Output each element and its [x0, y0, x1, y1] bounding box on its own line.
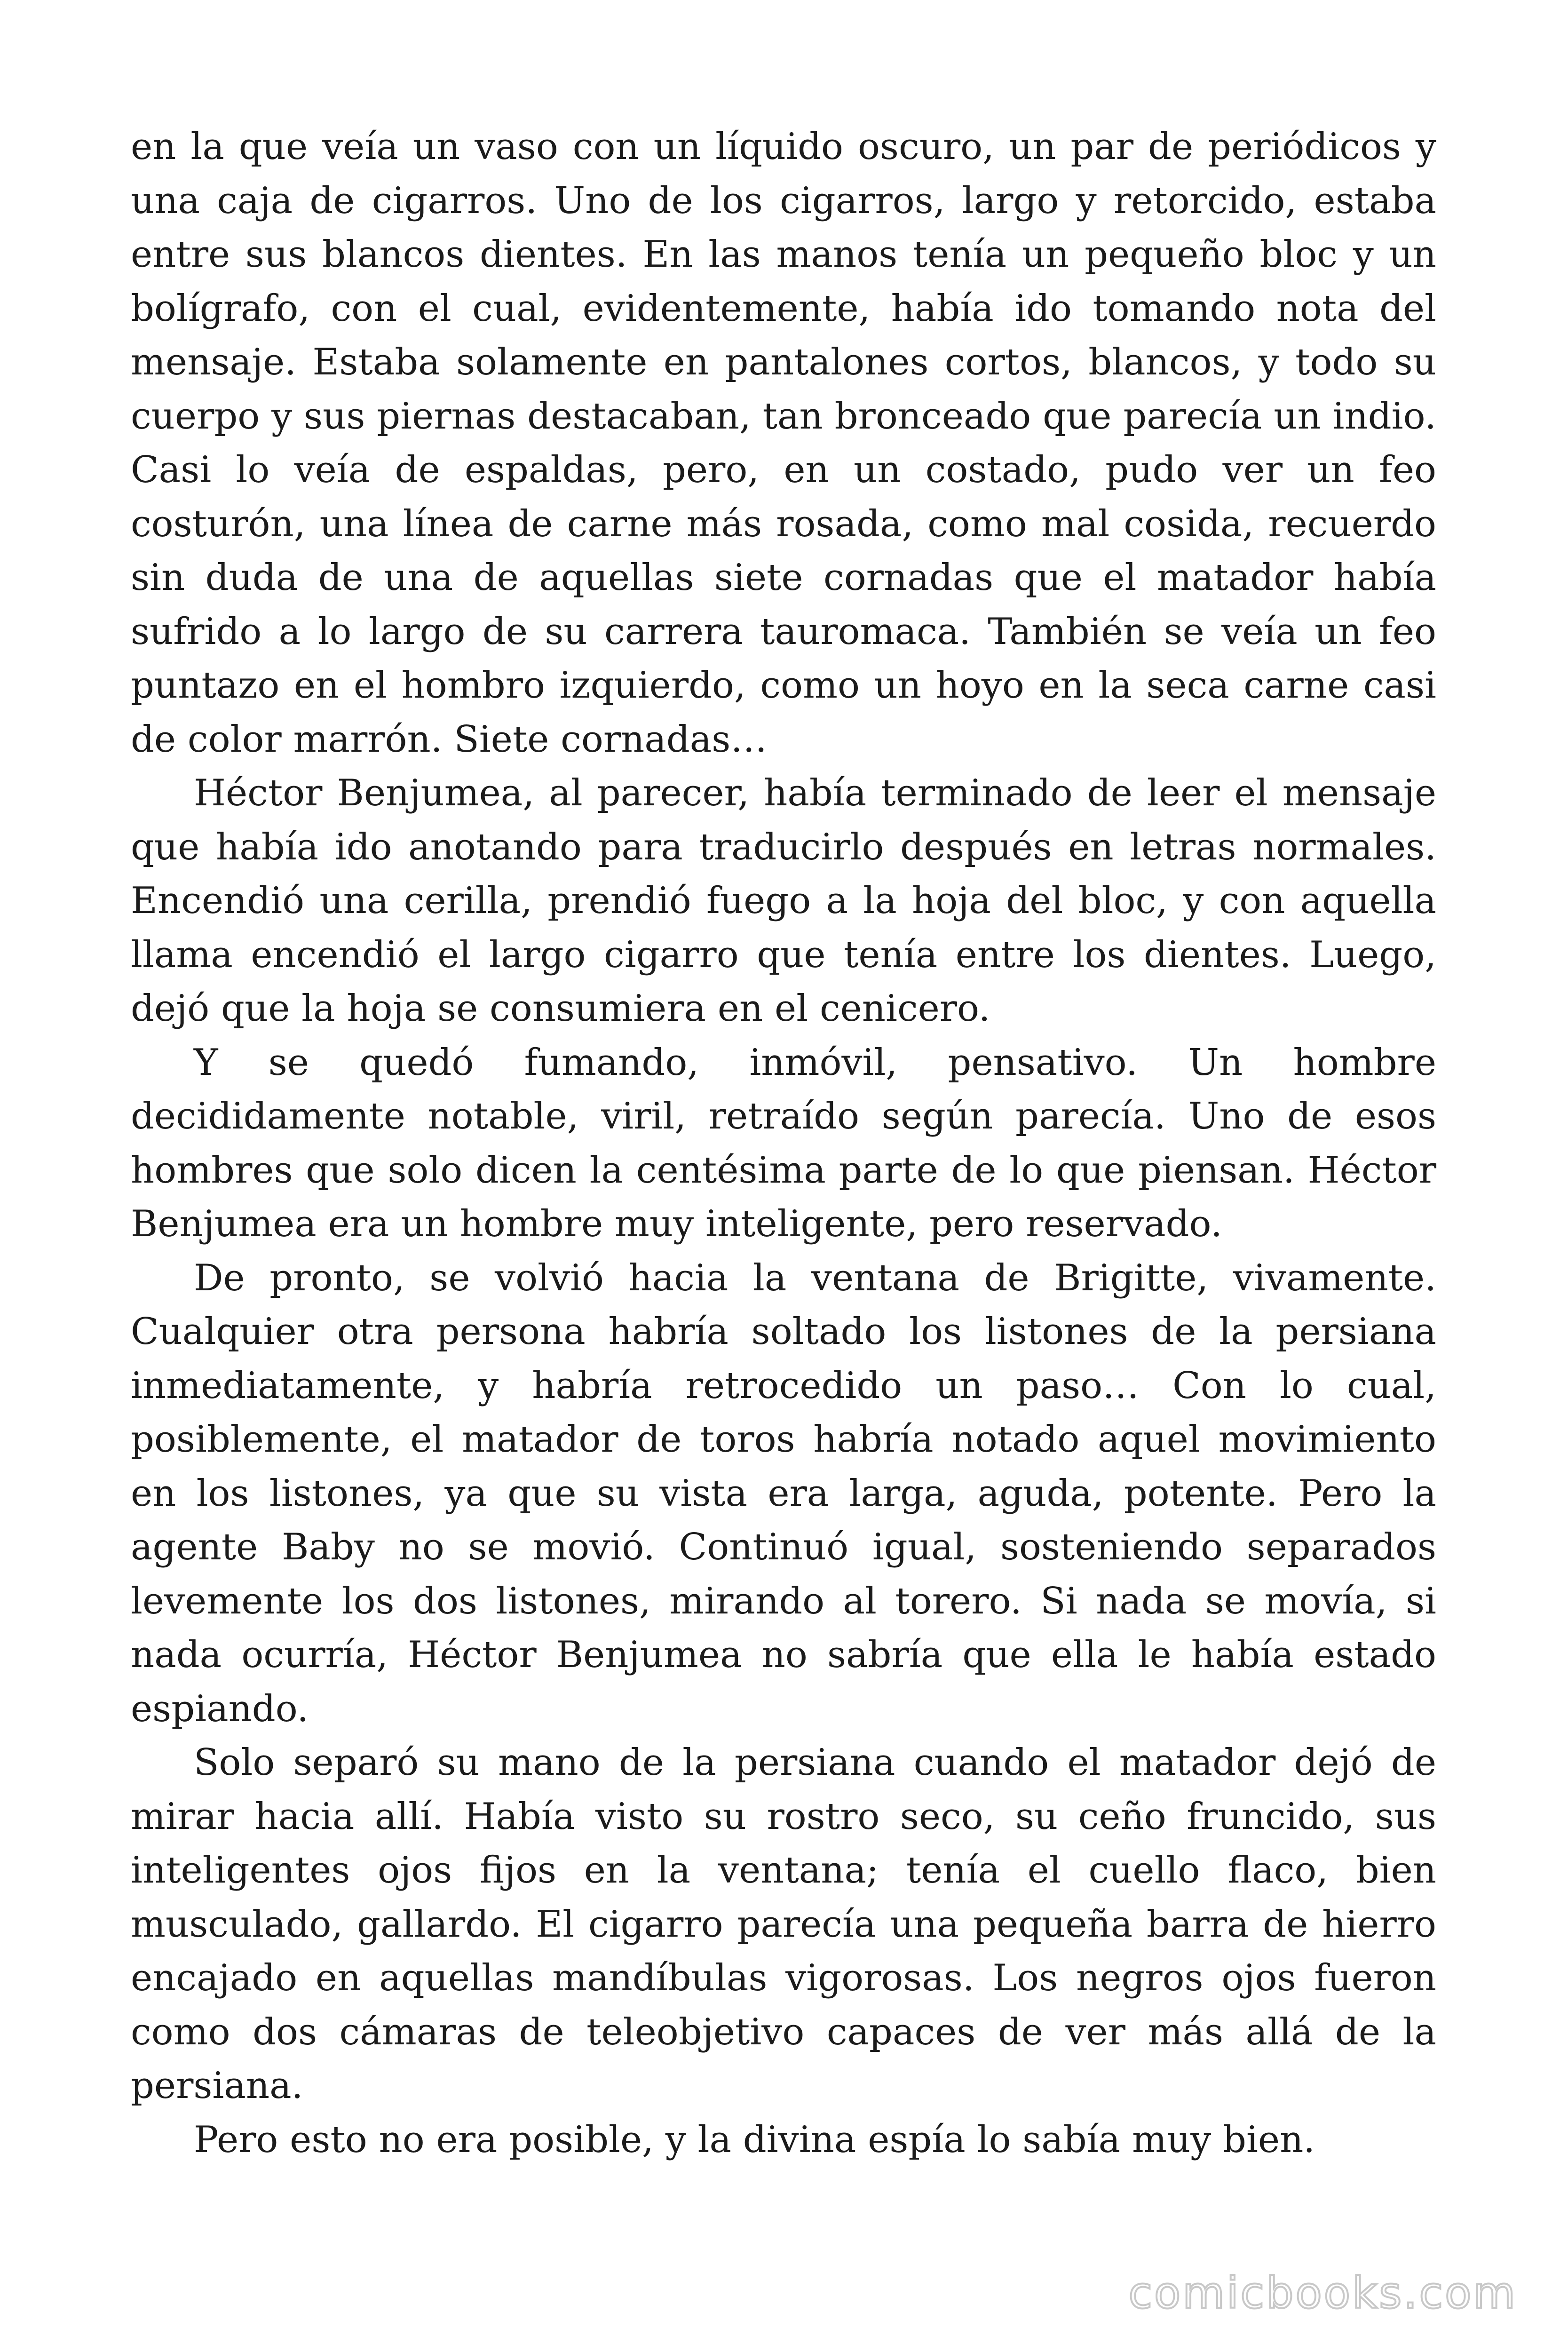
paragraph: Solo separó su mano de la persiana cuando el matador dejó de mirar hacia allí. Había visto su rostro seco, su ceño fruncido, sus inteligentes ojos fijos en la ventana; tenía el cuello flaco, bien musculado, gallardo. El cigarro parecía una pequeña barra de hierro encajado en aquellas mandíbulas vigorosas. Los negros ojos fueron como dos cámaras de teleobjetivo capaces de ver más allá de la persiana. — [131, 1741, 1436, 2107]
paragraph: Pero esto no era posible, y la divina espía lo sabía muy bien. — [194, 2118, 1315, 2161]
paragraph: Y se quedó fumando, inmóvil, pensativo. Un hombre decididamente notable, viril, retraído según parecía. Uno de esos hombres que solo dicen la centésima parte de lo que piensan. Héctor Benjumea era un hombre muy inteligente, pero reservado. — [131, 1041, 1436, 1245]
paragraph: Héctor Benjumea, al parecer, había terminado de leer el mensaje que había ido anotando para traducirlo después en letras normales. Encendió una cerilla, prendió fuego a la hoja del bloc, y con aquella llama encendió el largo cigarro que tenía entre los dientes. Luego, dejó que la hoja se consumiera en el cenicero. — [131, 772, 1436, 1030]
watermark: comicbooks.com — [1128, 2268, 1517, 2318]
paragraph: De pronto, se volvió hacia la ventana de Brigitte, vivamente. Cualquier otra persona habría soltado los listones de la persiana inmediatamente, y habría retrocedido un paso… Con lo cual, posiblemente, el matador de toros habría notado aquel movimiento en los listones, ya que su vista era larga, aguda, potente. Pero la agente Baby no se movió. Continuó igual, sosteniendo separados levemente los dos listones, mirando al torero. Si nada se movía, si nada ocurría, Héctor Benjumea no sabría que ella le había estado espiando. — [131, 1256, 1436, 1730]
paragraph: en la que veía un vaso con un líquido oscuro, un par de periódicos y una caja de cigarros. Uno de los cigarros, largo y retorcido, estaba entre sus blancos dientes. En las manos tenía un pequeño bloc y un bolígrafo, con el cual, evidentemente, había ido tomando nota del mensaje. Estaba solamente en pantalones cortos, blancos, y todo su cuerpo y sus piernas destacaban, tan bronceado que parecía un indio. Casi lo veía de espaldas, pero, en un costado, pudo ver un feo costurón, una línea de carne más rosada, como mal cosida, recuerdo sin duda de una de aquellas siete cornadas que el matador había sufrido a lo largo de su carrera tauromaca. También se veía un feo puntazo en el hombro izquierdo, como un hoyo en la seca carne casi de color marrón. Siete cornadas… — [131, 126, 1436, 761]
body-text — [131, 120, 1436, 2167]
